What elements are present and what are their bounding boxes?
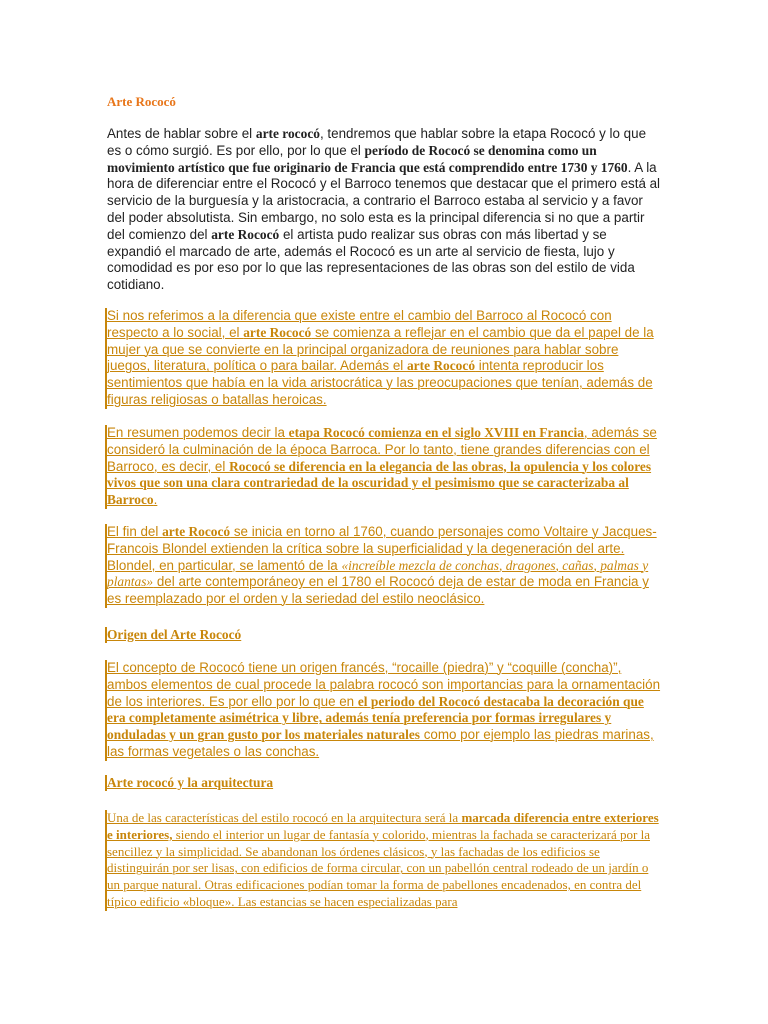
text-run: Antes de hablar sobre el [107, 126, 256, 141]
paragraph-intro [107, 126, 662, 294]
bold-text: etapa Rococó comienza en el siglo XVIII en Francia [288, 425, 584, 440]
italic-quote: «increíble mezcla de conchas, dragones, cañas, palmas y plantas» [107, 557, 649, 590]
text-run: intenta reproducir los sentimientos que había en la vida aristocrática y las preocupaciones que tenían, además de figuras religiosas o batallas heroicas. [107, 358, 653, 407]
text-run: El concepto de Rococó tiene un origen francés, “rocaille (piedra)” y “coquille (concha)”, ambos elementos de cual procede la palabra rococó son importancias para la ornamentación de los interiores. Es por ello por lo que en [107, 660, 661, 709]
bold-text: marcada diferencia entre exteriores e interiores, [107, 810, 659, 842]
heading-origen[interactable]: Origen del Arte Rococó [105, 627, 662, 643]
paragraph-end-link[interactable] [105, 524, 662, 608]
bold-text: período de Rococó se denomina como un movimiento artístico que fue originario de Francia que está comprendido entre 1730 y 1760 [107, 142, 628, 175]
bold-text: arte rococó [255, 126, 320, 141]
text-run: Una de las características del estilo rococó en la arquitectura será la [107, 810, 462, 825]
text-run: Si nos referimos a la diferencia que existe entre el cambio del Barroco al Rococó con respecto a lo social, el [107, 308, 612, 340]
bold-text: arte Rococó [211, 226, 280, 242]
text-run: En resumen podemos decir la [107, 425, 289, 440]
page-title: Arte Rococó [107, 94, 176, 109]
bold-text: arte Rococó [243, 324, 312, 340]
bold-text: el periodo del Rococó destacaba la decoración que era completamente asimétrica y libre, además tenía preferencia por formas irregulares y onduladas y un gran gusto por los materiales naturales [107, 693, 644, 743]
text-run: , tendremos que hablar sobre la etapa Rococó y lo que es o cómo surgió. Es por ello, por lo que el [107, 126, 647, 158]
text-run: siendo el interior un lugar de fantasía y colorido, mientras la fachada se caracterizará por la sencillez y la simplicidad. Se abandonan los órdenes clásicos, y las fachadas de los edificios se distinguirán por ser lisas, con edificios de forma circular, con un pabellón central rodeado de un jardín o un parque natural. Otras edificaciones podían tomar la forma de pabellones encadenados, en contra del típico edificio «bloque». Las estancias se hacen especializadas para [107, 826, 650, 909]
text-run: . A la hora de diferenciar entre el Rococó y el Barroco tenemos que destacar que el primero está al servicio de la burguesía y la aristocracia, a contrario el Barroco estaba al servicio y a favor del poder absolutista. Sin embargo, no solo esta es la principal diferencia si no que a partir del comienzo del [107, 159, 661, 242]
text-run: del arte contemporáneoy en el 1780 el Rococó deja de estar de moda en Francia y es reemplazado por el orden y la seriedad del estilo neoclásico. [107, 574, 649, 607]
text-run: El fin del [107, 524, 163, 539]
text-run: como por ejemplo las piedras marinas, las formas vegetales o las conchas. [107, 727, 654, 759]
bold-text: arte Rococó [406, 358, 476, 374]
text-run: el artista pudo realizar sus obras con más libertad y se expandió el marcado de arte, además el Rococó es un arte al servicio de fiesta, lujo y comodidad es por eso por lo que las representaciones de las obras son del estilo de vida cotidiano. [107, 226, 635, 293]
heading-arquitectura[interactable]: Arte rococó y la arquitectura [105, 775, 662, 791]
paragraph-social-link[interactable] [105, 308, 662, 409]
bold-text: arte Rococó [162, 524, 231, 539]
bold-text: Rococó se diferencia en la elegancia de las obras, la opulencia y los colores vivos que son una clara contrariedad de la oscuridad y el pesimismo que se caracterizaba al Barroco [107, 458, 652, 508]
paragraph-architecture-link[interactable] [105, 810, 662, 911]
paragraph-origin-link[interactable] [105, 660, 662, 761]
text-run: se inicia en torno al 1760, cuando personajes como Voltaire y Jacques-Francois Blondel extienden la crítica sobre la superficialidad y la degeneración del arte. Blondel, en particular, se lamentó de la [107, 524, 657, 573]
text-run: se comienza a reflejar en el cambio que da el papel de la mujer ya que se convierte en la principal organizadora de reuniones para hablar sobre juegos, literatura, política o para bailar. Además el [107, 324, 654, 374]
text-run: . [153, 492, 158, 508]
text-run: , además se consideró la culminación de la época Barroca. Por lo tanto, tiene grandes diferencias con el Barroco, es decir, el [107, 425, 657, 474]
paragraph-summary-link[interactable] [105, 425, 662, 509]
